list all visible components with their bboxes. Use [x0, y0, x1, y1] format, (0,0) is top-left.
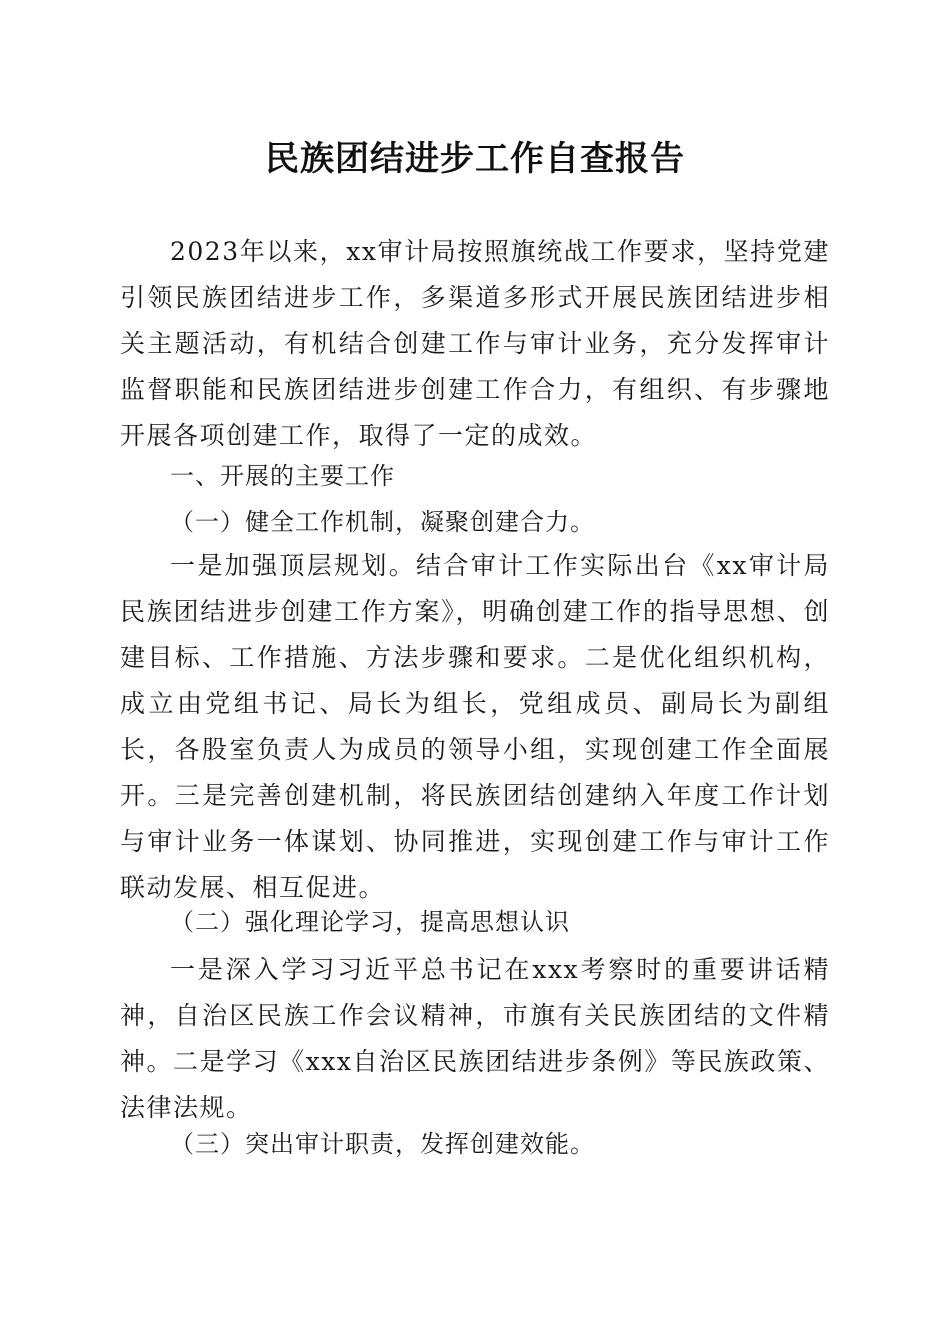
- sub-heading-2: （二）强化理论学习，提高思想认识: [170, 908, 570, 936]
- theory-study-paragraph: 一是深入学习习近平总书记在xxx考察时的重要讲话精神，自治区民族工作会议精神，市旗有关民族团结的文件精神。二是学习《xxx自治区民族团结进步条例》等民族政策、法律法规。: [120, 955, 830, 1122]
- document-title: 民族团结进步工作自查报告: [265, 139, 685, 179]
- sub-heading-3: （三）突出审计职责，发挥创建效能。: [170, 1130, 595, 1158]
- work-mechanism-paragraph: 一是加强顶层规划。结合审计工作实际出台《xx审计局民族团结进步创建工作方案》，明确创建工作的指导思想、创建目标、工作措施、方法步骤和要求。二是优化组织机构，成立由党组书记、局长为组长，党组成员、副局长为副组长，各股室负责人为成员的领导小组，实现创建工作全面展开。三是完善创建机制，将民族团结创建纳入年度工作计划与审计业务一体谋划、协同推进，实现创建工作与审计工作联动发展、相互促进。: [120, 551, 830, 902]
- intro-paragraph: 2023年以来，xx审计局按照旗统战工作要求，坚持党建引领民族团结进步工作，多渠道多形式开展民族团结进步相关主题活动，有机结合创建工作与审计业务，充分发挥审计监督职能和民族团结进步创建工作合力，有组织、有步骤地开展各项创建工作，取得了一定的成效。: [120, 237, 830, 450]
- sub-heading-1: （一）健全工作机制，凝聚创建合力。: [170, 508, 595, 536]
- section-heading: 一、开展的主要工作: [170, 462, 395, 490]
